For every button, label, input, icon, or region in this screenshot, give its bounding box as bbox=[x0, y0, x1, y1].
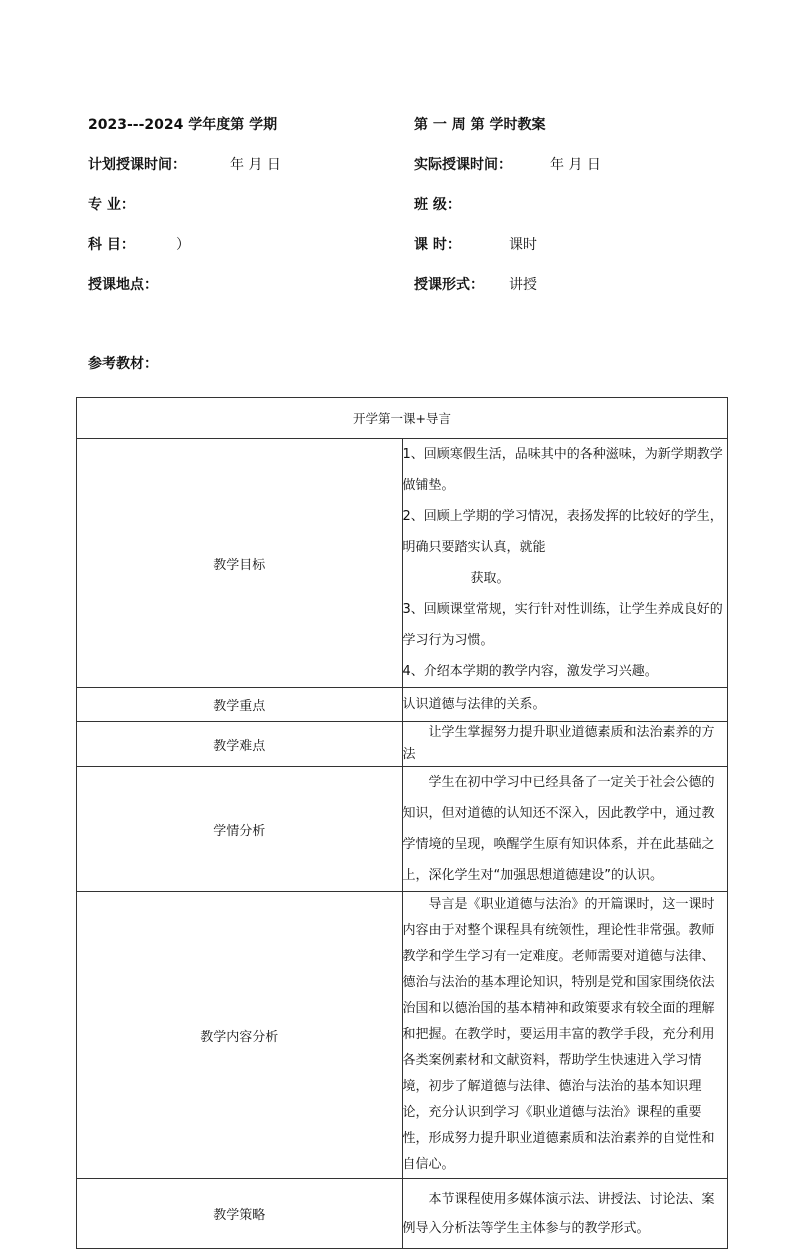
table-row bbox=[77, 1179, 728, 1249]
major-label: 专 业： bbox=[88, 197, 135, 213]
subject-text: ） bbox=[176, 237, 190, 253]
hours-label: 课 时： bbox=[414, 237, 461, 253]
objective-item: 4、介绍本学期的教学内容，激发学习兴趣。 bbox=[402, 664, 658, 679]
actual-time-text: 年 月 日 bbox=[550, 157, 601, 173]
form-text: 讲授 bbox=[509, 277, 537, 293]
objective-item-continuation: 获取。 bbox=[470, 571, 510, 586]
table-row bbox=[77, 439, 728, 688]
hours-value bbox=[509, 234, 537, 254]
location-label: 授课地点： bbox=[88, 277, 158, 293]
planned-time-label: 计划授课时间： bbox=[88, 157, 186, 173]
objective-item: 2、回顾上学期的学习情况，表扬发挥的比较好的学生，明确只要踏实认真，就能 bbox=[402, 509, 723, 555]
reference-label: 参考教材： bbox=[88, 356, 158, 372]
strategy-content: 本节课程使用多媒体演示法、讲授法、讨论法、案例导入分析法等学生主体参与的教学形式。 bbox=[402, 1179, 728, 1249]
objectives-label: 教学目标 bbox=[77, 439, 403, 688]
student-analysis-label: 学情分析 bbox=[77, 767, 403, 892]
objective-item: 3、回顾课堂常规，实行针对性训练，让学生养成良好的学习行为习惯。 bbox=[402, 602, 723, 648]
lesson-plan-table bbox=[76, 397, 728, 1249]
difficulties-label: 教学难点 bbox=[77, 722, 403, 767]
class-label: 班 级： bbox=[414, 197, 461, 213]
table-row bbox=[77, 767, 728, 892]
student-analysis-content: 学生在初中学习中已经具备了一定关于社会公德的知识，但对道德的认知还不深入，因此教学中，通过教学情境的呈现，唤醒学生原有知识体系，并在此基础之上，深化学生对“加强思想道德建设”的认识。 bbox=[402, 767, 728, 892]
table-row bbox=[77, 722, 728, 767]
difficulties-content: 让学生掌握努力提升职业道德素质和法治素养的方法 bbox=[402, 722, 728, 767]
hours-text: 课时 bbox=[509, 237, 537, 253]
objective-item: 1、回顾寒假生活，品味其中的各种滋味，为新学期教学做铺垫。 bbox=[402, 447, 723, 493]
table-row bbox=[77, 688, 728, 722]
actual-time-label: 实际授课时间： bbox=[414, 157, 512, 173]
table-row bbox=[77, 892, 728, 1179]
subject-label: 科 目： bbox=[88, 237, 135, 253]
key-points-content: 认识道德与法律的关系。 bbox=[402, 688, 728, 722]
objectives-content bbox=[402, 439, 728, 688]
table-row bbox=[77, 398, 728, 439]
lesson-title: 开学第一课+导言 bbox=[77, 398, 728, 439]
content-analysis-content: 导言是《职业道德与法治》的开篇课时，这一课时内容由于对整个课程具有统领性，理论性非常强。教师教学和学生学习有一定难度。老师需要对道德与法律、德治与法治的基本理论知识，特别是党和国家围绕依法治国和以德治国的基本精神和政策要求有较全面的理解和把握。在教学时，要运用丰富的教学手段，充分利用各类案例素材和文献资料，帮助学生快速进入学习情境，初步了解道德与法律、德治与法治的基本知识理论，充分认识到学习《职业道德与法治》课程的重要性，形成努力提升职业道德素质和法治素养的自觉性和自信心。 bbox=[402, 892, 728, 1179]
actual-time-value bbox=[550, 154, 601, 174]
strategy-label: 教学策略 bbox=[77, 1179, 403, 1249]
content-analysis-label: 教学内容分析 bbox=[77, 892, 403, 1179]
planned-time-value bbox=[230, 154, 281, 174]
term-title: 2023---2024 学年度第 学期 bbox=[88, 117, 278, 133]
key-points-label: 教学重点 bbox=[77, 688, 403, 722]
form-value bbox=[509, 274, 537, 294]
form-label: 授课形式： bbox=[414, 277, 484, 293]
week-lesson-title: 第 一 周 第 学时教案 bbox=[414, 117, 546, 133]
subject-value bbox=[176, 234, 190, 254]
planned-time-text: 年 月 日 bbox=[230, 157, 281, 173]
